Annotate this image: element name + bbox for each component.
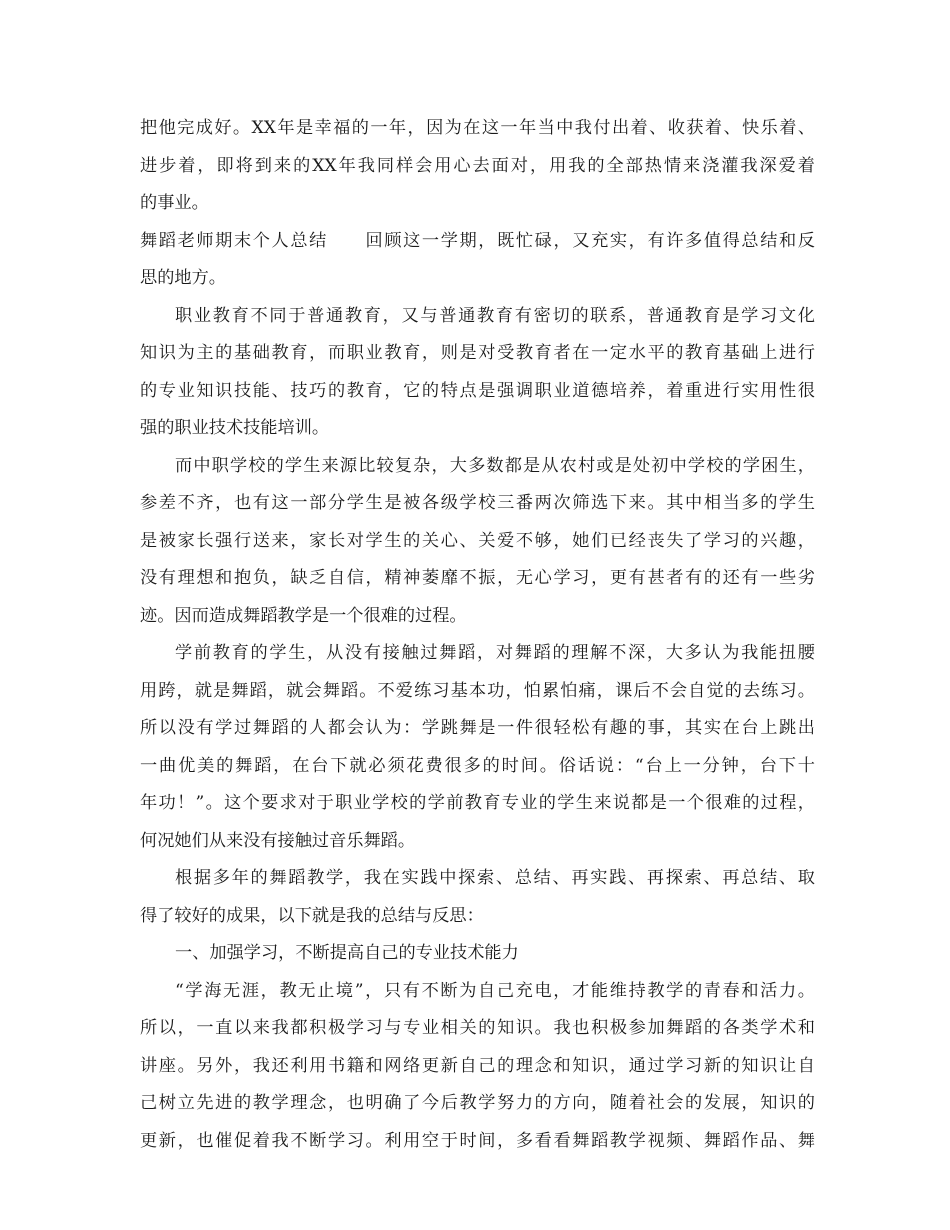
text-line: 没有理想和抱负，缺乏自信，精神萎靡不振，无心学习，更有甚者有的还有一些劣: [140, 568, 815, 588]
section-title-line: 舞蹈老师期末个人总结 回顾这一学期，既忙碌，又充实，有许多值得总结和反: [140, 231, 815, 251]
text-line: 所以没有学过舞蹈的人都会认为：学跳舞是一件很轻松有趣的事，其实在台上跳出: [140, 718, 815, 738]
text-line: 何况她们从来没有接触过音乐舞蹈。: [140, 831, 416, 851]
text-line: 一曲优美的舞蹈，在台下就必须花费很多的时间。俗话说：“台上一分钟，台下十: [140, 756, 815, 776]
text-line: 的专业知识技能、技巧的教育，它的特点是强调职业道德培养，着重进行实用性很: [140, 381, 815, 401]
text-line: 思的地方。: [140, 268, 226, 288]
section-heading: 一、加强学习，不断提高自己的专业技术能力: [175, 943, 519, 963]
text-line: 参差不齐，也有这一部分学生是被各级学校三番两次筛选下来。其中相当多的学生: [140, 493, 815, 513]
text-line: 的事业。: [140, 193, 209, 213]
text-line: 强的职业技术技能培训。: [140, 418, 330, 438]
paragraph-first-line: 职业教育不同于普通教育，又与普通教育有密切的联系，普通教育是学习文化: [175, 306, 815, 326]
paragraph-first-line: 学前教育的学生，从没有接触过舞蹈，对舞蹈的理解不深，大多认为我能扭腰: [175, 643, 815, 663]
text-line: 迹。因而造成舞蹈教学是一个很难的过程。: [140, 606, 467, 626]
text-line: 用跨，就是舞蹈，就会舞蹈。不爱练习基本功，怕累怕痛，课后不会自觉的去练习。: [140, 681, 815, 701]
text-line: 把他完成好。XX年是幸福的一年，因为在这一年当中我付出着、收获着、快乐着、: [140, 118, 815, 138]
text-line: 进步着，即将到来的XX年我同样会用心去面对，用我的全部热情来浇灌我深爱着: [140, 156, 815, 176]
paragraph-first-line: 而中职学校的学生来源比较复杂，大多数都是从农村或是处初中学校的学困生，: [175, 456, 815, 476]
text-line: 是被家长强行送来，家长对学生的关心、关爱不够，她们已经丧失了学习的兴趣，: [140, 531, 815, 551]
text-line: 更新，也催促着我不断学习。利用空于时间，多看看舞蹈教学视频、舞蹈作品、舞: [140, 1131, 815, 1151]
text-line: 年功！”。这个要求对于职业学校的学前教育专业的学生来说都是一个很难的过程，: [140, 793, 815, 813]
paragraph-first-line: 根据多年的舞蹈教学，我在实践中探索、总结、再实践、再探索、再总结、取: [175, 868, 815, 888]
text-line: 得了较好的成果，以下就是我的总结与反思：: [140, 906, 484, 926]
text-line: 讲座。另外，我还利用书籍和网络更新自己的理念和知识，通过学习新的知识让自: [140, 1056, 815, 1076]
paragraph-first-line: “学海无涯，教无止境”，只有不断为自己充电，才能维持教学的青春和活力。: [175, 981, 815, 1001]
text-line: 知识为主的基础教育，而职业教育，则是对受教育者在一定水平的教育基础上进行: [140, 343, 815, 363]
text-line: 己树立先进的教学理念，也明确了今后教学努力的方向，随着社会的发展，知识的: [140, 1093, 815, 1113]
text-line: 所以，一直以来我都积极学习与专业相关的知识。我也积极参加舞蹈的各类学术和: [140, 1018, 815, 1038]
